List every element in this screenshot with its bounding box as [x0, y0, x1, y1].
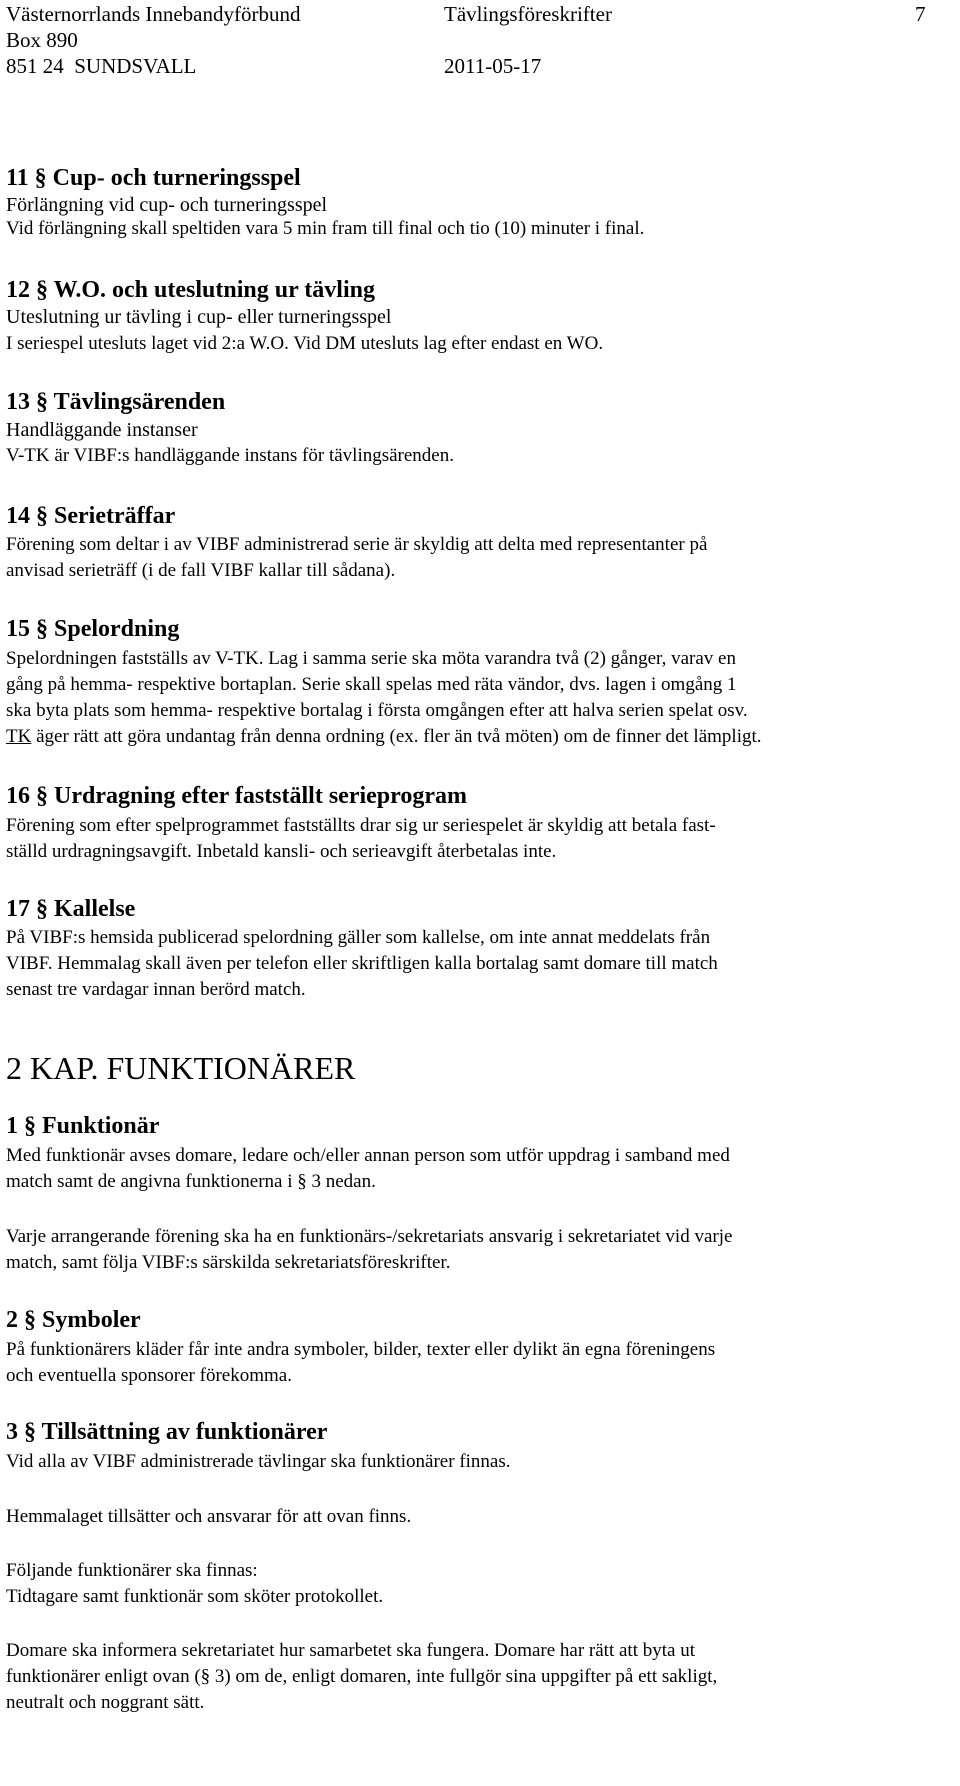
section-12-heading: 12 § W.O. och uteslutning ur tävling: [6, 277, 375, 303]
chapter2-section-3-text-line: neutralt och noggrant sätt.: [6, 1692, 205, 1713]
section-15-heading: 15 § Spelordning: [6, 616, 180, 642]
section-13-subheading: Handläggande instanser: [6, 419, 198, 441]
header-address-city: 851 24 SUNDSVALL: [6, 54, 197, 78]
section-17-text-line: VIBF. Hemmalag skall även per telefon eller skriftligen kalla bortalag samt domare till match: [6, 953, 718, 974]
section-14-heading: 14 § Serieträffar: [6, 503, 176, 529]
section-17-text-line: senast tre vardagar innan berörd match.: [6, 979, 306, 1000]
chapter2-section-3-text: Vid alla av VIBF administrerade tävlingar ska funktionärer finnas.: [6, 1451, 511, 1472]
tk-abbreviation: TK: [6, 726, 32, 747]
chapter2-section-3-text: Hemmalaget tillsätter och ansvarar för att ovan finns.: [6, 1506, 412, 1527]
section-11-heading: 11 § Cup- och turneringsspel: [6, 165, 301, 191]
section-17-text-line: På VIBF:s hemsida publicerad spelordning gäller som kallelse, om inte annat meddelats från: [6, 927, 711, 948]
section-11-text: Vid förlängning skall speltiden vara 5 min fram till final och tio (10) minuter i final.: [6, 218, 645, 239]
chapter2-section-1-text-line: match samt de angivna funktionerna i § 3 nedan.: [6, 1171, 376, 1192]
chapter2-section-3-text-line: Tidtagare samt funktionär som sköter protokollet.: [6, 1586, 384, 1607]
section-16-text-line: ställd urdragningsavgift. Inbetald kansli- och serieavgift återbetalas inte.: [6, 841, 557, 862]
section-13-text: V-TK är VIBF:s handläggande instans för tävlingsärenden.: [6, 445, 454, 466]
section-12-text: I seriespel utesluts laget vid 2:a W.O. Vid DM utesluts lag efter endast en WO.: [6, 333, 604, 354]
chapter2-section-3-text-line: funktionärer enligt ovan (§ 3) om de, enligt domaren, inte fullgör sina uppgifter på ett sakligt,: [6, 1666, 718, 1687]
section-16-text-line: Förening som efter spelprogrammet fastställts drar sig ur seriespelet är skyldig att betala fast-: [6, 815, 716, 836]
header-org: Västernorrlands Innebandyförbund: [6, 2, 301, 26]
section-14-text-line: anvisad serieträff (i de fall VIBF kallar till sådana).: [6, 560, 396, 581]
chapter2-section-2-text-line: och eventuella sponsorer förekomma.: [6, 1365, 292, 1386]
chapter2-section-3-text-line: Domare ska informera sekretariatet hur samarbetet ska fungera. Domare har rätt att byta ut: [6, 1640, 695, 1661]
chapter2-section-1-text-line: match, samt följa VIBF:s särskilda sekretariatsföreskrifter.: [6, 1252, 451, 1273]
section-16-heading: 16 § Urdragning efter fastställt serieprogram: [6, 783, 468, 809]
chapter2-section-1-heading: 1 § Funktionär: [6, 1113, 160, 1139]
chapter2-section-3-heading: 3 § Tillsättning av funktionärer: [6, 1419, 328, 1445]
section-13-heading: 13 § Tävlingsärenden: [6, 389, 226, 415]
section-17-heading: 17 § Kallelse: [6, 896, 136, 922]
chapter-title: 2 KAP. FUNKTIONÄRER: [6, 1050, 356, 1086]
chapter2-section-1-text-line: Varje arrangerande förening ska ha en funktionärs-/sekretariats ansvarig i sekretariatet vid varje: [6, 1226, 733, 1247]
chapter2-section-1-text-line: Med funktionär avses domare, ledare och/eller annan person som utför uppdrag i samband med: [6, 1145, 730, 1166]
section-15-text-line: gång på hemma- respektive bortaplan. Serie skall spelas med räta vändor, dvs. lagen i omgång 1: [6, 674, 737, 695]
header-date: 2011-05-17: [444, 54, 542, 78]
chapter2-section-2-heading: 2 § Symboler: [6, 1307, 141, 1333]
section-15-text-line: Spelordningen fastställs av V-TK. Lag i samma serie ska möta varandra två (2) gånger, varav en: [6, 648, 736, 669]
section-11-subheading: Förlängning vid cup- och turneringsspel: [6, 194, 328, 216]
header-doc-title: Tävlingsföreskrifter: [444, 2, 612, 26]
section-15-text-line: TK äger rätt att göra undantag från denna ordning (ex. fler än två möten) om de finner det lämpligt.: [6, 726, 762, 747]
header-address-box: Box 890: [6, 28, 78, 52]
chapter2-section-2-text-line: På funktionärers kläder får inte andra symboler, bilder, texter eller dylikt än egna föreningens: [6, 1339, 716, 1360]
page-number: 7: [915, 2, 926, 26]
section-12-subheading: Uteslutning ur tävling i cup- eller turneringsspel: [6, 306, 392, 328]
chapter2-section-3-text-line: Följande funktionärer ska finnas:: [6, 1560, 258, 1581]
section-15-text-line: ska byta plats som hemma- respektive bortalag i första omgången efter att halva serien spelat osv.: [6, 700, 748, 721]
section-14-text-line: Förening som deltar i av VIBF administrerad serie är skyldig att delta med representanter på: [6, 534, 708, 555]
